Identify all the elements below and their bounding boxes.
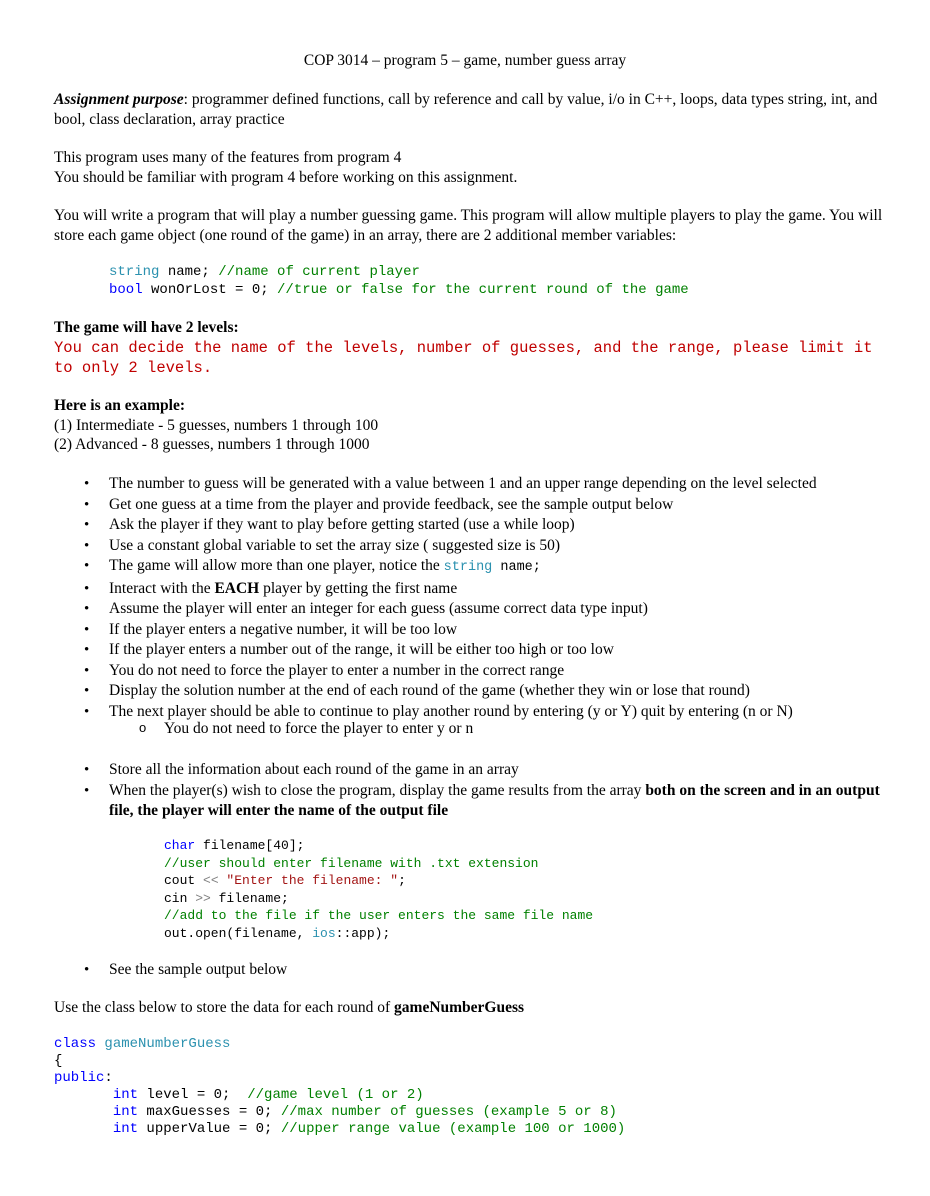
list-item-text: The game will allow more than one player, notice the (109, 557, 444, 574)
inline-code-type: string (443, 560, 493, 575)
requirements-list-3 (54, 960, 904, 981)
code-type: ios (312, 925, 336, 941)
member-variables-code (109, 263, 689, 299)
code-text: maxGuesses = 0; (138, 1104, 281, 1120)
list-item: • Display the solution number at the end of each round of the game (whether they win or lose that round) (54, 681, 904, 702)
list-item: • Store all the information about each round of the game in an array (54, 760, 904, 781)
requirements-list-2 (54, 760, 904, 822)
example-line-2: (2) Advanced - 8 guesses, numbers 1 through 1000 (54, 436, 370, 453)
code-keyword: int (112, 1087, 139, 1103)
code-operator: >> (195, 890, 211, 906)
code-comment: //name of current player (218, 264, 420, 280)
list-item-text: player by getting the first name (259, 579, 458, 597)
code-text: name; (159, 264, 219, 280)
code-keyword: public (54, 1070, 105, 1086)
list-item: • You do not need to force the player to enter a number in the correct range (54, 661, 904, 682)
levels-heading: The game will have 2 levels: (54, 319, 239, 336)
intro-line-1: This program uses many of the features from program 4 (54, 149, 402, 166)
requirements-list (54, 474, 904, 722)
code-type-bool: bool (109, 282, 143, 298)
code-text: filename; (210, 890, 289, 906)
example-line-1: (1) Intermediate - 5 guesses, numbers 1 through 100 (54, 416, 379, 434)
list-item (54, 556, 904, 579)
filename-code (164, 837, 593, 942)
description-paragraph: You will write a program that will play a number guessing game. This program will allow multiple players to play the game. You will store each game object (one round of the game) in an array, there are 2 additional member variables: (54, 207, 883, 244)
levels-note: You can decide the name of the levels, number of guesses, and the range, please limit it to only 2 levels. (54, 338, 873, 377)
list-item-text: Interact with the (109, 579, 215, 597)
levels-section (54, 318, 884, 378)
code-comment: //add to the file if the user enters the same file name (164, 908, 594, 923)
code-text: ; (398, 873, 406, 888)
intro-paragraph (54, 148, 884, 187)
list-item: • The number to guess will be generated with a value between 1 and an upper range depending on the level selected (54, 474, 904, 495)
code-text: ::app); (335, 925, 391, 941)
list-item: • See the sample output below (54, 960, 904, 981)
code-brace: { (54, 1053, 63, 1069)
code-text: level = 0; (138, 1087, 248, 1103)
code-text: cin (164, 890, 196, 906)
code-keyword: int (112, 1121, 139, 1137)
code-comment: //true or false for the current round of the game (277, 282, 689, 298)
code-keyword: char (164, 838, 196, 853)
list-item-bold: both on the screen and in an output file, the player will enter the name of the output file (109, 781, 880, 819)
list-item: • Assume the player will enter an integer for each guess (assume correct data type input) (54, 599, 904, 620)
code-comment: //user should enter filename with .txt extension (164, 855, 539, 871)
class-intro (54, 998, 884, 1018)
code-keyword: class (54, 1036, 97, 1052)
code-text: out.open(filename, (164, 925, 313, 941)
list-item (54, 781, 904, 822)
code-text: cout (164, 873, 204, 888)
code-text: filename[40]; (195, 838, 305, 853)
code-text: : (104, 1070, 113, 1086)
list-item-bold: EACH (214, 579, 260, 597)
purpose-label: Assignment purpose (54, 91, 184, 108)
sub-list-item: o You do not need to force the player to enter y or n (54, 719, 930, 740)
code-comment: //upper range value (example 100 or 1000) (280, 1121, 626, 1137)
list-item (54, 579, 904, 600)
class-intro-bold: gameNumberGuess (394, 999, 525, 1016)
class-code (54, 1036, 625, 1138)
code-type-string: string (109, 264, 160, 280)
list-item: • Get one guess at a time from the player and provide feedback, see the sample output below (54, 495, 904, 516)
code-comment: //game level (1 or 2) (247, 1087, 424, 1103)
list-item: • The next player should be able to continue to play another round by entering (y or Y) quit by entering (n or N) (54, 702, 904, 723)
code-text: wonOrLost = 0; (142, 282, 278, 298)
code-text: upperValue = 0; (138, 1121, 281, 1137)
purpose-paragraph (54, 90, 884, 129)
list-item-text: When the player(s) wish to close the program, display the game results from the array (109, 781, 646, 799)
code-string: "Enter the filename: " (218, 873, 399, 888)
example-heading: Here is an example: (54, 397, 186, 414)
list-item: • Use a constant global variable to set the array size ( suggested size is 50) (54, 536, 904, 557)
example-section (54, 396, 884, 455)
list-item: • Ask the player if they want to play before getting started (use a while loop) (54, 515, 904, 536)
inline-code: name; (492, 560, 541, 575)
purpose-text: : programmer defined functions, call by reference and call by value, i/o in C++, loops, data types string, int, and bool, class declaration, array practice (54, 91, 878, 128)
code-comment: //max number of guesses (example 5 or 8) (280, 1104, 617, 1120)
code-keyword: int (112, 1104, 139, 1120)
list-item: • If the player enters a negative number, it will be too low (54, 620, 904, 641)
page-title: COP 3014 – program 5 – game, number guess array (303, 52, 627, 69)
code-class-name: gameNumberGuess (104, 1036, 231, 1052)
code-operator: << (203, 873, 219, 888)
list-item: • If the player enters a number out of the range, it will be either too high or too low (54, 640, 904, 661)
class-intro-text: Use the class below to store the data for each round of (54, 999, 395, 1016)
intro-line-2: You should be familiar with program 4 before working on this assignment. (54, 168, 518, 186)
